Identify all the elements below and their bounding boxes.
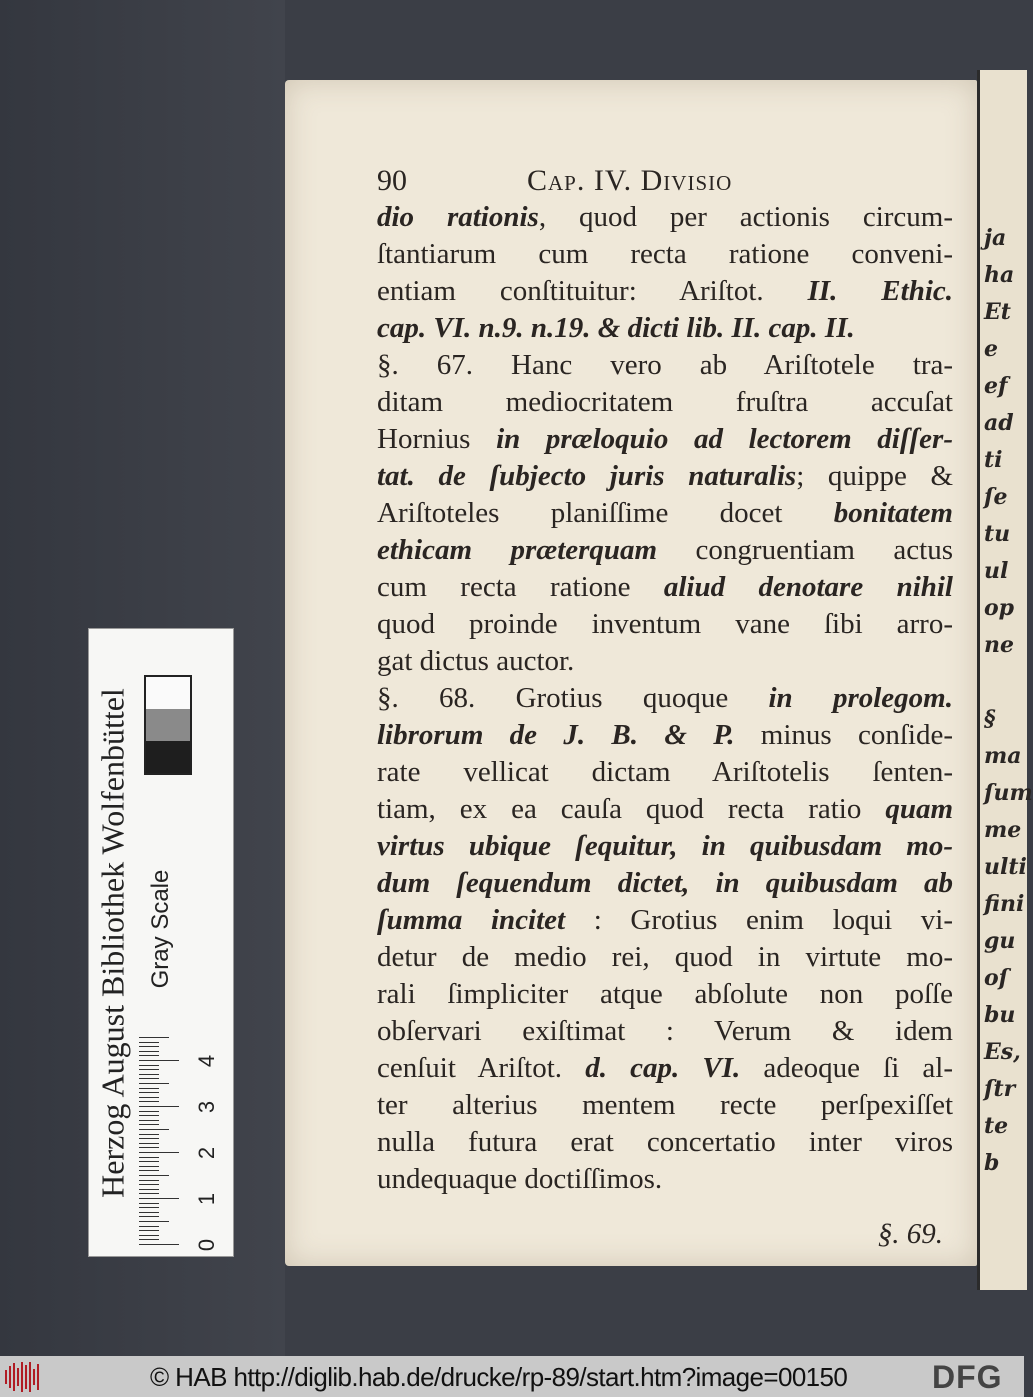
ruler-tick	[139, 1120, 159, 1121]
ruler-tick	[139, 1147, 159, 1148]
facing-page-fragment: oſ	[984, 965, 1009, 991]
text-line	[377, 939, 953, 976]
running-title: Cap. IV. Divisio	[527, 164, 733, 197]
facing-page-fragment: ſe	[984, 484, 1008, 510]
roman-segment: §. 68. Grotius quoque	[377, 682, 769, 714]
roman-segment: : Grotius enim loqui vi-	[565, 904, 954, 936]
ruler-number: 1	[194, 1192, 220, 1206]
roman-segment: quod proinde inventum vane ſibi arro-	[377, 608, 953, 640]
italic-segment: in præloquio ad lectorem diſſer-	[496, 423, 953, 455]
ruler-tick	[139, 1216, 159, 1217]
ruler-tick	[139, 1235, 159, 1236]
text-line	[377, 865, 953, 902]
italic-segment: II. Ethic.	[807, 275, 954, 307]
text-line	[377, 791, 953, 828]
text-line	[377, 976, 953, 1013]
facing-page-fragment: ſum	[984, 780, 1033, 806]
ruler-tick	[139, 1244, 179, 1245]
ruler-tick	[139, 1111, 159, 1112]
roman-segment: ditam mediocritatem fruſtra accuſat	[377, 386, 953, 418]
ruler-tick	[139, 1051, 159, 1052]
ruler-tick	[139, 1083, 169, 1084]
gray-scale-label: Gray Scale	[147, 869, 174, 989]
ruler-tick	[139, 1226, 159, 1227]
roman-segment: detur de medio rei, quod in virtute mo-	[377, 941, 953, 973]
roman-segment: ; quippe &	[796, 460, 953, 492]
facing-page-fragment: gu	[984, 928, 1016, 954]
roman-segment: ter alterius mentem recte perſpexiſſet	[377, 1089, 953, 1121]
ruler-tick	[139, 1060, 179, 1061]
text-line	[377, 1050, 953, 1087]
facing-page-fragment: tu	[984, 521, 1011, 547]
ruler-tick	[139, 1175, 169, 1176]
italic-segment: bonitatem	[833, 497, 953, 529]
roman-segment: cum recta ratione	[377, 571, 664, 603]
roman-segment: §. 67. Hanc vero ab Ariſtotele tra-	[377, 349, 953, 381]
ruler-number: 2	[194, 1146, 220, 1160]
ruler-tick	[139, 1092, 159, 1093]
text-line	[377, 199, 953, 236]
italic-segment: quam	[885, 793, 953, 825]
facing-page-fragment: ſtr	[984, 1076, 1016, 1102]
facing-page-fragment: bu	[984, 1002, 1016, 1028]
footer-bar	[0, 1356, 1024, 1397]
roman-segment: congruentiam actus	[657, 534, 954, 566]
facing-page-fragment: me	[984, 817, 1022, 843]
text-line	[377, 273, 953, 310]
italic-segment: tat. de ſubjecto juris naturalis	[377, 460, 797, 492]
page-text	[377, 162, 953, 1251]
ruler-tick	[139, 1157, 159, 1158]
text-line	[377, 754, 953, 791]
ruler-tick	[139, 1097, 159, 1098]
ruler-tick	[139, 1042, 159, 1043]
ruler-tick	[139, 1189, 159, 1190]
text-line	[377, 569, 953, 606]
text-line	[377, 717, 953, 754]
roman-segment: rali ſimpliciter atque abſolute non poſſe	[377, 978, 953, 1010]
ruler-tick	[139, 1152, 179, 1153]
ruler-tick	[139, 1065, 159, 1066]
facing-page-fragment: ne	[984, 632, 1014, 658]
gray-swatch	[144, 675, 192, 775]
ruler-tick	[139, 1143, 159, 1144]
ruler-tick	[139, 1078, 159, 1079]
ruler-tick	[139, 1069, 159, 1070]
ruler-tick	[139, 1106, 179, 1107]
text-line	[377, 902, 953, 939]
ruler-tick	[139, 1055, 159, 1056]
hab-logo	[5, 1362, 45, 1392]
facing-page-fragment: Es,	[984, 1039, 1021, 1065]
copyright-link[interactable]: © HAB http://diglib.hab.de/drucke/rp-89/start.htm?image=00150	[150, 1362, 848, 1392]
ruler-tick	[139, 1115, 159, 1116]
ruler-number: 3	[194, 1100, 220, 1114]
roman-segment: , quod per actionis circum-	[538, 201, 953, 233]
roman-segment: tiam, ex ea cauſa quod recta ratio	[377, 793, 886, 825]
italic-segment: d. cap. VI.	[585, 1052, 741, 1084]
ruler-tick	[139, 1124, 159, 1125]
facing-page-fragment: fini	[984, 891, 1025, 917]
facing-page-fragment: ha	[984, 262, 1015, 288]
ruler-tick	[139, 1180, 159, 1181]
italic-segment: aliud denotare nihil	[663, 571, 953, 603]
facing-page-edge	[977, 70, 1033, 1290]
facing-page-fragment: ad	[984, 410, 1014, 436]
facing-page-fragment: Et	[984, 299, 1011, 325]
ruler-tick	[139, 1207, 159, 1208]
text-line	[377, 680, 953, 717]
text-line	[377, 495, 953, 532]
text-line	[377, 1087, 953, 1124]
text-line	[377, 1124, 953, 1161]
italic-segment: ſumma incitet	[377, 904, 566, 936]
facing-page-fragment: ulti	[984, 854, 1027, 880]
text-line	[377, 458, 953, 495]
facing-page-fragment: ef	[984, 373, 1008, 399]
text-line	[377, 606, 953, 643]
text-line	[377, 532, 953, 569]
roman-segment: nulla futura erat concertatio inter viros	[377, 1126, 953, 1158]
roman-segment: minus conſide-	[734, 719, 953, 751]
ruler-tick	[139, 1221, 169, 1222]
roman-segment: Hornius	[377, 423, 497, 455]
text-line	[377, 236, 953, 273]
ruler-tick	[139, 1046, 159, 1047]
ruler-tick	[139, 1239, 159, 1240]
text-line	[377, 421, 953, 458]
roman-segment: gat dictus auctor.	[377, 645, 575, 677]
italic-segment: dio rationis	[377, 201, 539, 233]
ruler-tick	[139, 1212, 159, 1213]
ruler-tick	[139, 1170, 159, 1171]
ruler-tick	[139, 1161, 159, 1162]
ruler-number: 4	[194, 1054, 220, 1068]
roman-segment: obſervari exiſtimat : Verum & idem	[377, 1015, 953, 1047]
ruler-tick	[139, 1230, 159, 1231]
facing-page-fragment: b	[984, 1150, 1000, 1176]
text-line	[377, 643, 953, 680]
ruler-tick	[139, 1198, 179, 1199]
italic-segment: cap. VI. n.9. n.19. & dicti lib. II. cap. II.	[377, 312, 855, 344]
facing-page-fragment: ul	[984, 558, 1009, 584]
ruler-tick	[139, 1101, 159, 1102]
text-line	[377, 1161, 953, 1198]
facing-page-fragment: e	[984, 336, 998, 362]
catchword: §. 69.	[877, 1218, 943, 1250]
roman-segment: undequaque doctiſſimos.	[377, 1163, 663, 1195]
roman-segment: rate vellicat dictam Ariſtotelis ſenten-	[377, 756, 953, 788]
ruler-tick	[139, 1037, 169, 1038]
ruler-tick	[139, 1184, 159, 1185]
italic-segment: in prolegom.	[768, 682, 953, 714]
dfg-logo: DFG	[932, 1359, 1003, 1395]
facing-page-fragment: ma	[984, 743, 1022, 769]
facing-page-fragment	[980, 664, 1027, 701]
text-line	[377, 384, 953, 421]
roman-segment: entiam conſtituitur: Ariſtot.	[377, 275, 808, 307]
text-line	[377, 310, 953, 347]
library-name: Herzog August Bibliothek Wolfenbüttel	[94, 687, 131, 1198]
text-line	[377, 347, 953, 384]
roman-segment: cenſuit Ariſtot.	[377, 1052, 586, 1084]
ruler-tick	[139, 1203, 159, 1204]
facing-page-fragment: §	[984, 706, 996, 732]
roman-segment: Ariſtoteles planiſſime docet	[377, 497, 834, 529]
facing-page-fragment: ja	[984, 225, 1007, 251]
facing-page-fragment: op	[984, 595, 1015, 621]
page-number: 90	[377, 164, 407, 197]
facing-page-fragment: ti	[984, 447, 1003, 473]
italic-segment: ethicam præterquam	[377, 534, 658, 566]
ruler-tick	[139, 1193, 159, 1194]
roman-segment: ſtantiarum cum recta ratione conveni-	[377, 238, 953, 270]
italic-segment: virtus ubique ſequitur, in quibusdam mo-	[377, 830, 953, 862]
ruler-ticks	[139, 1029, 220, 1252]
text-line	[377, 1013, 953, 1050]
roman-segment: adeoque ſi al-	[740, 1052, 953, 1084]
ruler-tick	[139, 1166, 159, 1167]
italic-segment: dum ſequendum dictet, in quibusdam ab	[377, 867, 953, 899]
ruler-tick	[139, 1129, 169, 1130]
gray-scale-ruler	[88, 628, 234, 1257]
ruler-tick	[139, 1138, 159, 1139]
ruler-number: 0	[194, 1238, 220, 1252]
ruler-tick	[139, 1088, 159, 1089]
text-line	[377, 828, 953, 865]
italic-segment: librorum de J. B. & P.	[377, 719, 735, 751]
ruler-tick	[139, 1134, 159, 1135]
facing-page-fragment: te	[984, 1113, 1009, 1139]
page-header	[377, 162, 953, 199]
ruler-tick	[139, 1074, 159, 1075]
